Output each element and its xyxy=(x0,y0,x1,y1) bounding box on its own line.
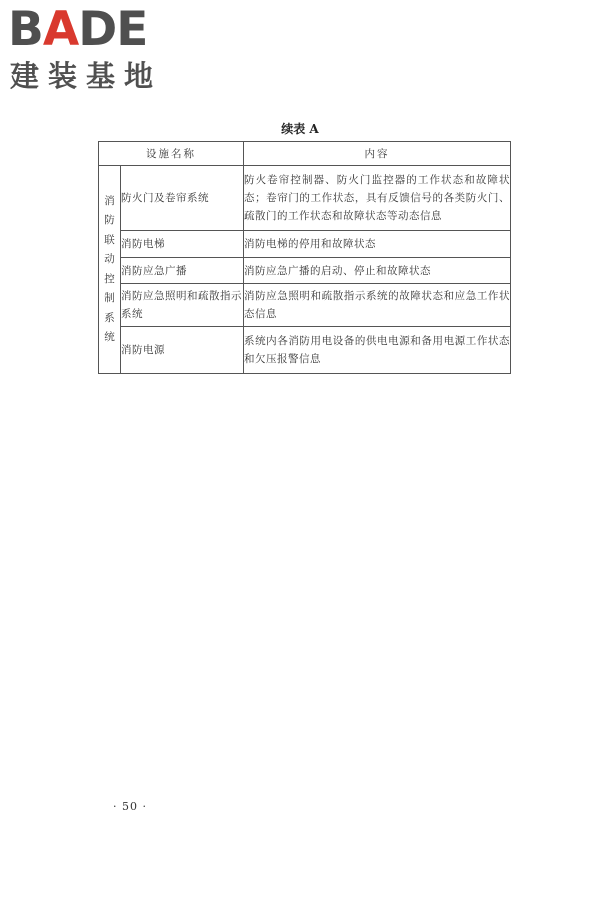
logo-letters-de: DE xyxy=(78,2,148,57)
table-title: 续表 A xyxy=(281,122,319,136)
logo-letter-b: B xyxy=(8,2,43,57)
group-label-char: 消 xyxy=(104,194,115,207)
facility-name-cell: 消防应急照明和疏散指示系统 xyxy=(121,284,244,327)
facility-content-cell: 消防应急广播的启动、停止和故障状态 xyxy=(244,258,511,284)
facility-name-cell: 消防电源 xyxy=(121,327,244,374)
facility-name-cell: 消防应急广播 xyxy=(121,258,244,284)
table-row xyxy=(99,258,511,284)
table-row xyxy=(99,231,511,258)
group-label-char: 动 xyxy=(104,253,115,265)
page-number: · 50 · xyxy=(113,800,147,813)
group-label-char: 系 xyxy=(104,311,115,324)
group-label-char: 联 xyxy=(104,233,115,246)
group-label-char: 防 xyxy=(104,214,115,226)
facility-content-cell: 系统内各消防用电设备的供电电源和备用电源工作状态和欠压报警信息 xyxy=(244,327,511,374)
logo-wordmark xyxy=(8,4,147,56)
facility-content-cell: 消防电梯的停用和故障状态 xyxy=(244,231,511,258)
header-content: 内容 xyxy=(244,142,511,166)
group-label-char: 制 xyxy=(104,292,115,304)
table-row xyxy=(99,166,511,231)
facility-info-table xyxy=(98,141,511,374)
group-label-char: 控 xyxy=(104,272,115,285)
group-label-cell xyxy=(99,166,121,374)
facility-content-cell: 消防应急照明和疏散指示系统的故障状态和应急工作状态信息 xyxy=(244,284,511,327)
table-header-row xyxy=(99,142,511,166)
table-row xyxy=(99,284,511,327)
logo-letter-a-accent: A xyxy=(42,2,79,57)
bade-logo xyxy=(8,4,178,96)
facility-name-cell: 消防电梯 xyxy=(121,231,244,258)
group-label-char: 统 xyxy=(104,331,115,343)
table-row xyxy=(99,327,511,374)
facility-name-cell: 防火门及卷帘系统 xyxy=(121,166,244,231)
logo-subtitle: 建装基地 xyxy=(10,59,163,93)
header-facility-name: 设施名称 xyxy=(99,142,244,166)
facility-content-cell: 防火卷帘控制器、防火门监控器的工作状态和故障状态；卷帘门的工作状态，具有反馈信号的各类防火门、疏散门的工作状态和故障状态等动态信息 xyxy=(244,166,511,231)
